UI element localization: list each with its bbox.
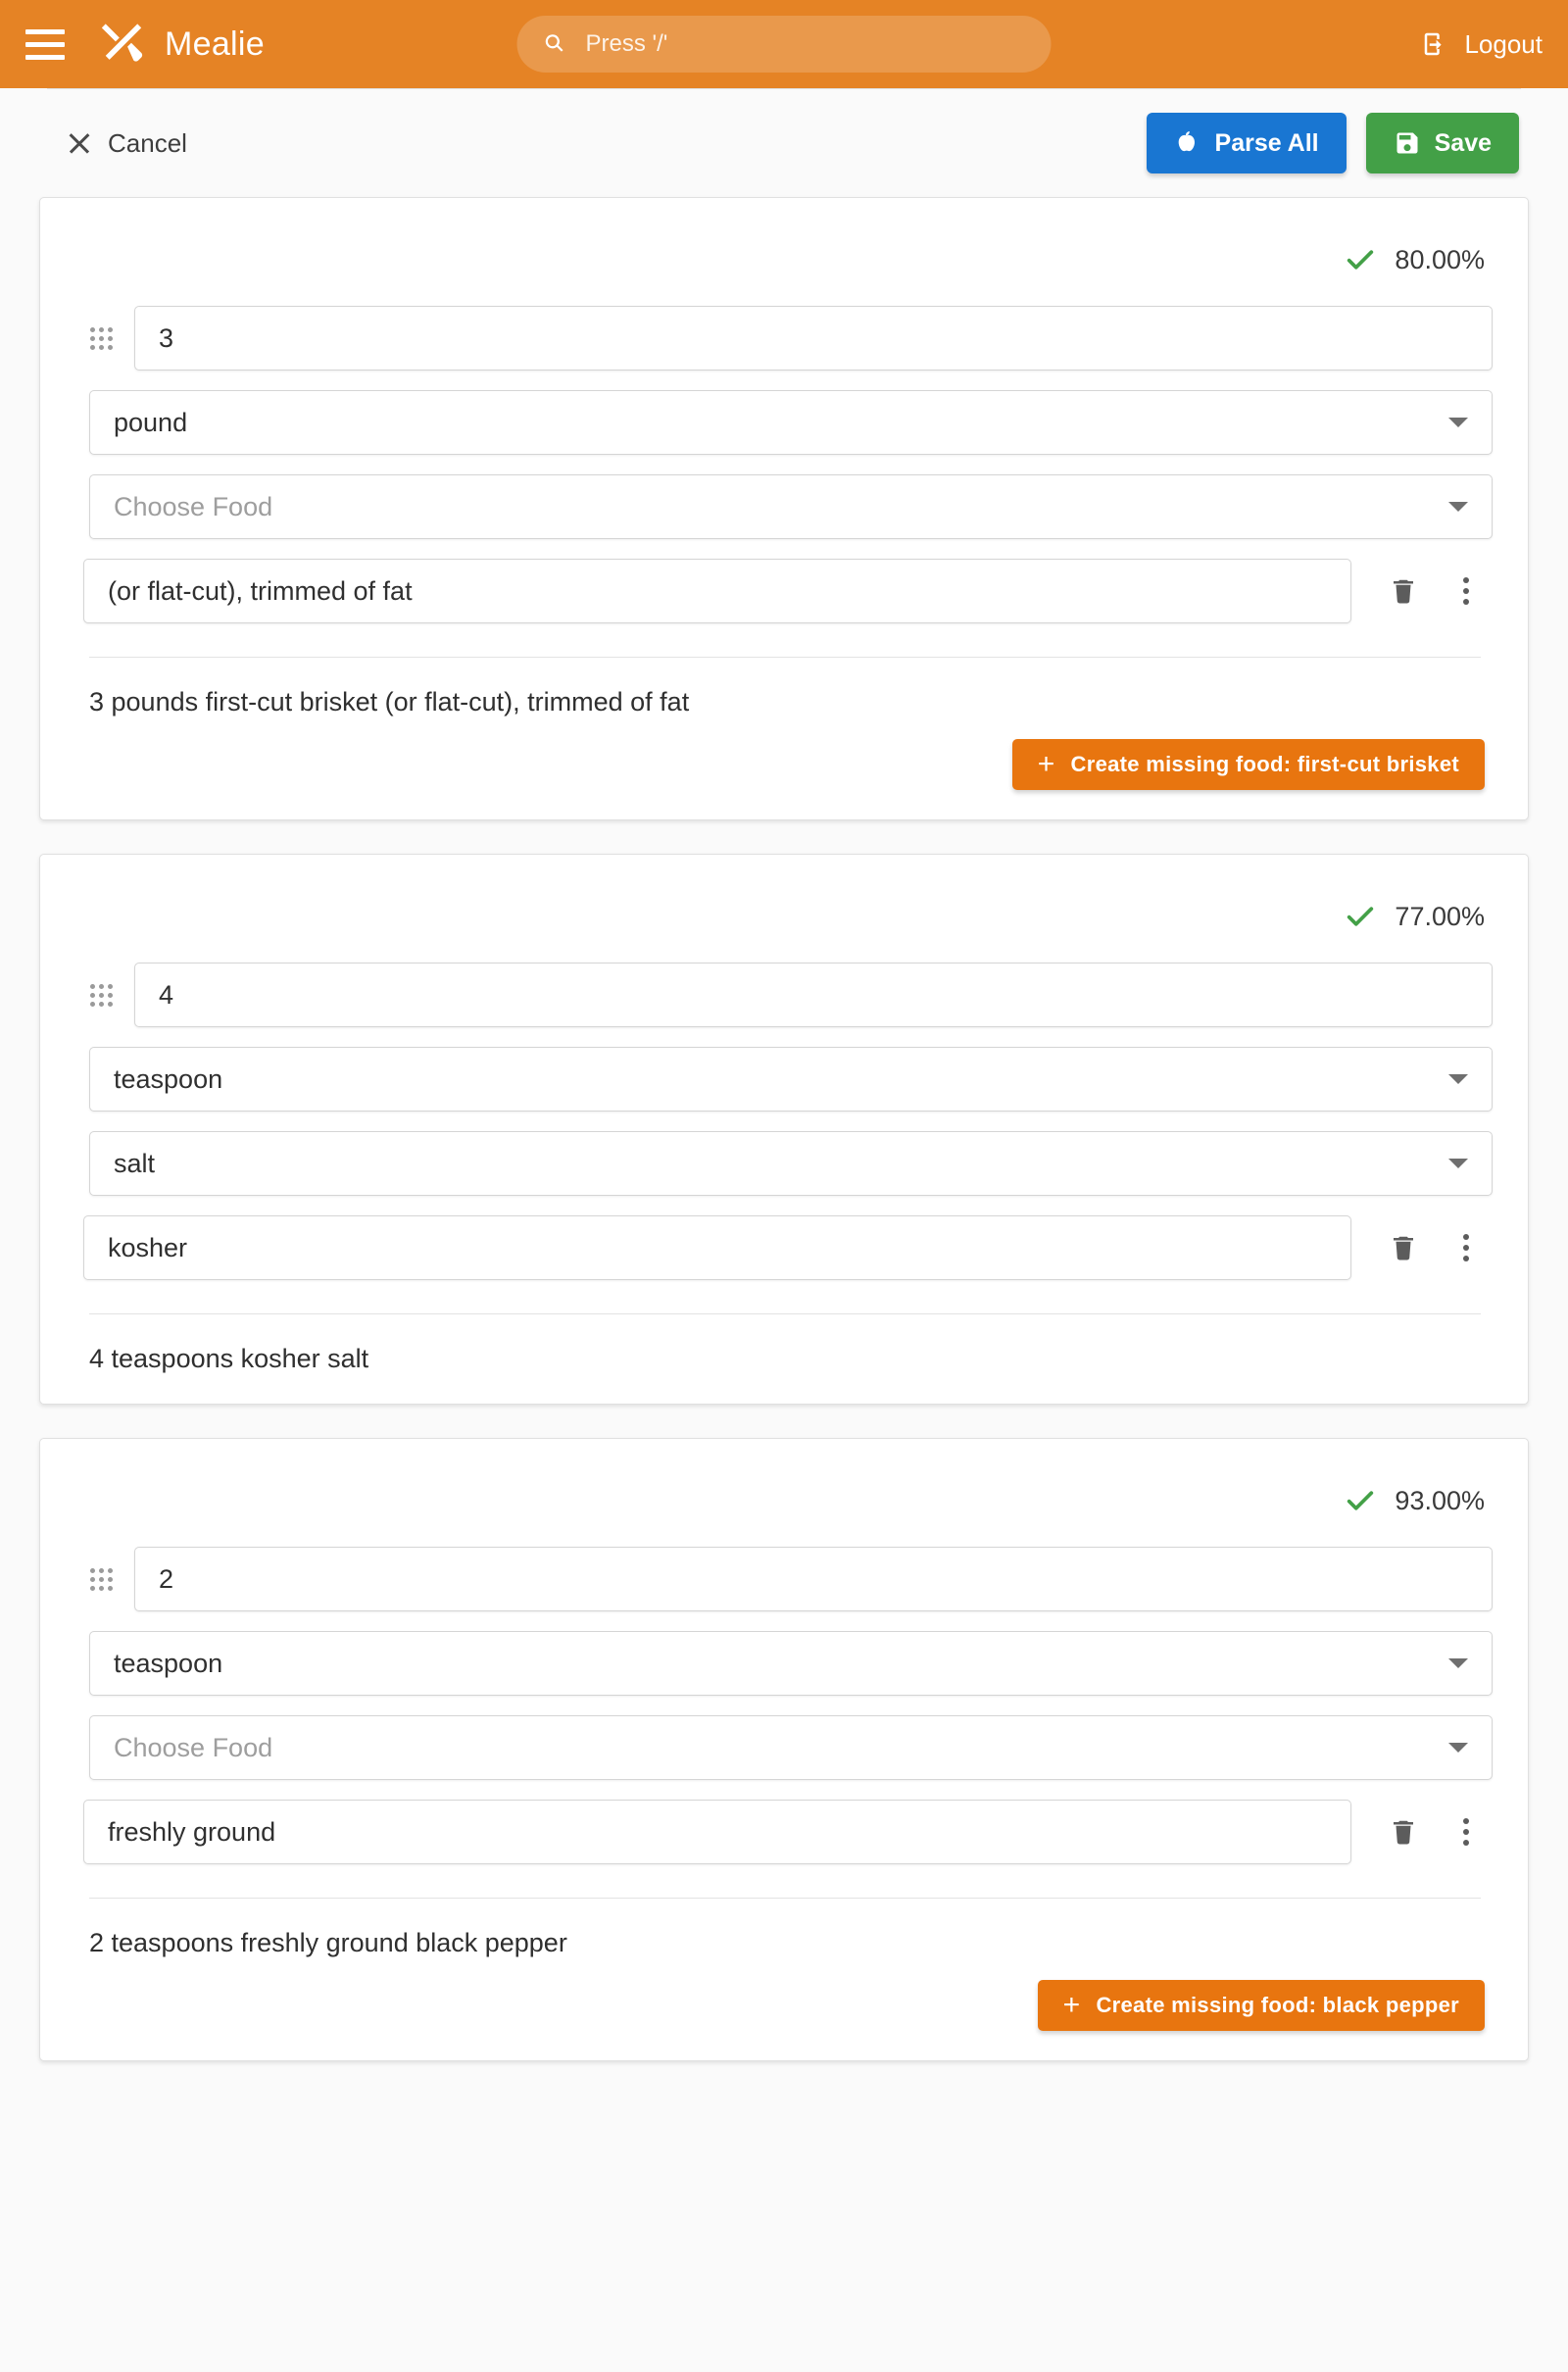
drag-handle-icon[interactable] — [75, 1568, 126, 1591]
parse-all-label: Parse All — [1214, 128, 1319, 157]
note-value: freshly ground — [108, 1816, 276, 1847]
row-actions — [1359, 1805, 1493, 1858]
check-icon — [1344, 243, 1377, 276]
confidence-value: 80.00% — [1395, 244, 1485, 274]
note-value: (or flat-cut), trimmed of fat — [108, 575, 413, 606]
confidence-badge — [75, 900, 1493, 933]
unit-row — [75, 1047, 1493, 1112]
note-input[interactable] — [83, 1215, 1351, 1280]
trash-icon[interactable] — [1377, 565, 1430, 618]
original-text: 2 teaspoons freshly ground black pepper — [89, 1928, 567, 1957]
cancel-label: Cancel — [108, 127, 187, 158]
note-row — [75, 559, 1493, 623]
ingredient-card — [39, 854, 1529, 1405]
chevron-down-icon — [1448, 1074, 1468, 1084]
logout-icon — [1421, 29, 1450, 59]
unit-row — [75, 1631, 1493, 1696]
create-missing-food-button[interactable] — [1012, 739, 1485, 790]
close-icon — [67, 130, 92, 156]
quantity-row — [75, 963, 1493, 1027]
save-disk-icon — [1394, 129, 1421, 157]
more-vertical-icon[interactable] — [1440, 1221, 1493, 1274]
app-title: Mealie — [165, 25, 265, 63]
fork-knife-logo — [96, 19, 147, 70]
food-row — [75, 1715, 1493, 1780]
parse-all-button[interactable] — [1147, 113, 1347, 173]
food-row — [75, 1131, 1493, 1196]
food-select[interactable] — [89, 474, 1493, 539]
note-input[interactable] — [83, 1800, 1351, 1864]
quantity-row — [75, 1547, 1493, 1611]
quantity-input[interactable] — [134, 963, 1493, 1027]
save-label: Save — [1434, 128, 1492, 157]
logout-label: Logout — [1464, 28, 1543, 59]
food-value: salt — [114, 1148, 156, 1178]
original-text: 3 pounds first-cut brisket (or flat-cut), trimmed of fat — [89, 687, 690, 717]
create-missing-food-button[interactable] — [1038, 1980, 1485, 2031]
ingredient-card — [39, 1438, 1529, 2061]
check-icon — [1344, 900, 1377, 933]
confidence-badge — [75, 1484, 1493, 1517]
save-button[interactable] — [1366, 113, 1519, 173]
note-value: kosher — [108, 1232, 188, 1262]
chevron-down-icon — [1448, 1743, 1468, 1753]
search-icon — [543, 31, 568, 57]
cancel-button[interactable] — [53, 119, 201, 169]
plus-icon: + — [1037, 748, 1055, 780]
quantity-value: 4 — [159, 979, 174, 1010]
quantity-value: 2 — [159, 1563, 174, 1594]
trash-icon[interactable] — [1377, 1221, 1430, 1274]
confidence-badge — [75, 243, 1493, 276]
unit-select[interactable] — [89, 390, 1493, 455]
ingredient-card — [39, 197, 1529, 820]
trash-icon[interactable] — [1377, 1805, 1430, 1858]
food-value: Choose Food — [114, 491, 273, 521]
unit-select[interactable] — [89, 1047, 1493, 1112]
brand[interactable] — [96, 19, 265, 70]
drag-handle-icon[interactable] — [75, 984, 126, 1007]
chevron-down-icon — [1448, 418, 1468, 427]
create-missing-food-label: Create missing food: black pepper — [1096, 1993, 1459, 2017]
quantity-row — [75, 306, 1493, 371]
more-vertical-icon[interactable] — [1440, 1805, 1493, 1858]
search-input[interactable] — [584, 29, 1026, 59]
food-value: Choose Food — [114, 1732, 273, 1762]
unit-value: teaspoon — [114, 1648, 223, 1678]
confidence-value: 77.00% — [1395, 901, 1485, 931]
food-select[interactable] — [89, 1715, 1493, 1780]
create-food-row — [75, 1980, 1493, 2031]
create-missing-food-label: Create missing food: first-cut brisket — [1070, 752, 1459, 776]
create-food-row — [75, 739, 1493, 790]
note-row — [75, 1800, 1493, 1864]
chevron-down-icon — [1448, 502, 1468, 512]
row-actions — [1359, 565, 1493, 618]
app-bar — [0, 0, 1568, 88]
ingredient-list — [0, 197, 1568, 2134]
confidence-value: 93.00% — [1395, 1485, 1485, 1515]
unit-value: teaspoon — [114, 1063, 223, 1094]
more-vertical-icon[interactable] — [1440, 565, 1493, 618]
chevron-down-icon — [1448, 1159, 1468, 1168]
quantity-input[interactable] — [134, 306, 1493, 371]
food-select[interactable] — [89, 1131, 1493, 1196]
unit-value: pound — [114, 407, 188, 437]
unit-row — [75, 390, 1493, 455]
plus-icon: + — [1062, 1989, 1081, 2021]
quantity-input[interactable] — [134, 1547, 1493, 1611]
unit-select[interactable] — [89, 1631, 1493, 1696]
search-box[interactable] — [517, 16, 1052, 73]
check-icon — [1344, 1484, 1377, 1517]
row-actions — [1359, 1221, 1493, 1274]
original-text: 4 teaspoons kosher salt — [89, 1344, 369, 1373]
quantity-value: 3 — [159, 322, 174, 353]
logout-button[interactable] — [1421, 29, 1543, 60]
note-row — [75, 1215, 1493, 1280]
note-input[interactable] — [83, 559, 1351, 623]
editor-toolbar — [0, 88, 1568, 197]
chevron-down-icon — [1448, 1658, 1468, 1668]
drag-handle-icon[interactable] — [75, 327, 126, 350]
hamburger-icon[interactable] — [25, 22, 71, 67]
apple-icon — [1174, 129, 1201, 157]
food-row — [75, 474, 1493, 539]
